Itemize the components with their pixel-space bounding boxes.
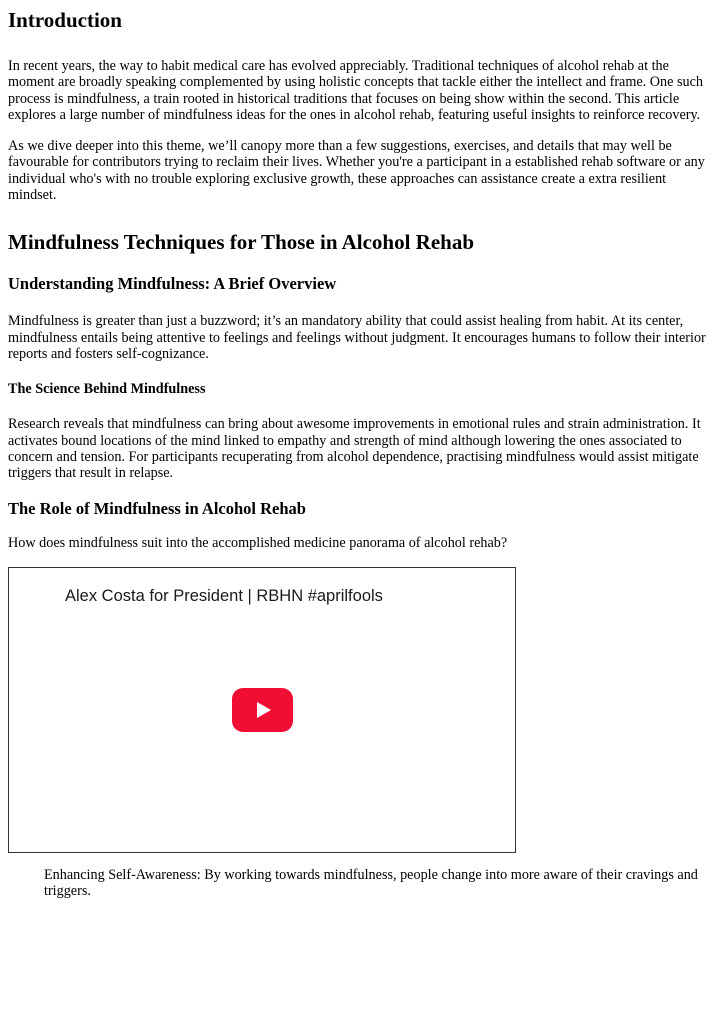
list-item: Enhancing Self-Awareness: By working towards mindfulness, people change into more aware of their cravings and triggers. [44,866,698,900]
intro-paragraph-2: As we dive deeper into this theme, we’ll canopy more than a few suggestions, exercises, and details that may well be favourable for contributors trying to reclaim their lives. Whether you're a participant in a established rehab software or any individual who's with no trouble exploring exclusive growth, these approaches can assistance create a extra resilient mindset. [8,138,705,204]
video-title[interactable]: Alex Costa for President | RBHN #aprilfools [65,586,383,605]
play-icon [257,702,271,718]
play-button[interactable] [232,688,293,732]
article [0,8,714,899]
understanding-heading: Understanding Mindfulness: A Brief Overview [8,274,337,294]
benefits-list [8,867,714,900]
intro-paragraph-1: In recent years, the way to habit medical care has evolved appreciably. Traditional techniques of alcohol rehab at the moment are broadly speaking complemented by using holistic concepts that tackle either the intellect and frame. One such process is mindfulness, a train rooted in historical traditions that focuses on being show within the second. This article explores a large number of mindfulness ideas for the ones in alcohol rehab, featuring useful insights to reinforce recovery. [8,58,703,123]
role-heading: The Role of Mindfulness in Alcohol Rehab [8,499,306,519]
understanding-paragraph: Mindfulness is greater than just a buzzword; it’s an mandatory ability that could assist healing from habit. At its center, mindfulness entails being attentive to feelings and feelings without judgment. It encourages humans to follow their interior reports and fosters self-cognizance. [8,313,706,362]
science-paragraph: Research reveals that mindfulness can bring about awesome improvements in emotional rules and strain administration. It activates bound locations of the mind linked to empathy and strength of mind although lowering the ones associated to concern and tension. For participants recuperating from alcohol dependence, practising mindfulness would assist mitigate triggers that result in relapse. [8,416,701,482]
video-embed[interactable] [8,567,516,853]
main-heading: Mindfulness Techniques for Those in Alcohol Rehab [8,230,475,255]
intro-heading: Introduction [8,8,122,32]
role-paragraph: How does mindfulness suit into the accomplished medicine panorama of alcohol rehab? [8,535,508,552]
science-heading: The Science Behind Mindfulness [8,381,206,398]
